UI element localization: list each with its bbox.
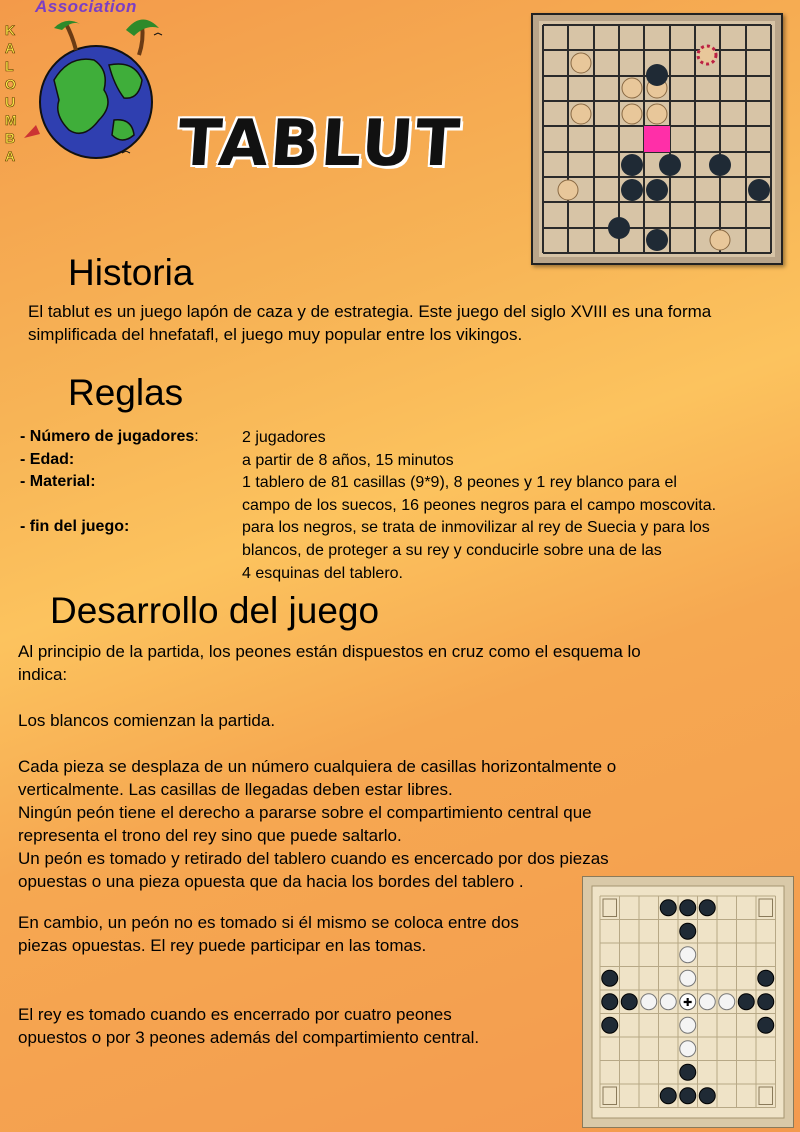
light-pawn [660,994,676,1010]
rule-label-players: - Número de jugadores: [20,428,199,445]
rule-value-players: 2 jugadores [242,429,326,446]
dark-pawn [699,900,715,916]
starting-position-diagram [582,876,794,1128]
light-pawn [699,994,715,1010]
desarrollo-p5: El rey es tomado cuando es encerrado por cuatro peones opuestos o por 3 peones además del compartimiento central. [18,1005,480,1047]
light-pawn [680,1041,696,1057]
dark-pawn [680,1064,696,1080]
historia-text: El tablut es un juego lapón de caza y de estrategia. Este juego del siglo XVIII es una forma simplificada del hnefatafl, el juego muy popular entre los vikingos. [28,302,712,344]
logo-letter: B [5,130,16,146]
logo-letter: A [5,40,16,56]
globe-logo-icon [14,10,164,160]
rule-value-end: para los negros, se trata de inmovilizar al rey de Suecia y para los blancos, de proteger a su rey y conducirle sobre una de las 4 esquinas del tablero. [242,519,710,582]
dark-pawn [621,994,637,1010]
dark-pawn [602,1017,618,1033]
light-pawn [719,994,735,1010]
desarrollo-p1: Al principio de la partida, los peones están dispuestos en cruz como el esquema lo indica: [18,642,641,684]
logo-letter: U [5,94,16,110]
reglas-heading: Reglas [68,372,184,413]
association-title: Association [35,0,137,16]
light-pawn [680,970,696,986]
logo-letter: M [5,112,17,128]
dark-pawn [738,994,754,1010]
desarrollo-p3: Cada pieza se desplaza de un número cualquiera de casillas horizontalmente o verticalmente. Las casillas de llegadas deben estar libres. Ningún peón tiene el derecho a pararse sobre el compartimiento central que representa el trono del rey sino que puede saltarlo. Un peón es tomado y retirado del tablero cuando es encercado por dos piezas opuestas o una pieza opuesta que da hacia los bordes del tablero . [18,757,617,891]
king-cross-icon: ✚ [683,995,693,1009]
dark-pawn [758,970,774,986]
light-pawn [680,947,696,963]
light-pawn [680,1017,696,1033]
dark-pawn [758,1017,774,1033]
dark-pawn [758,994,774,1010]
rule-value-material: 1 tablero de 81 casillas (9*9), 8 peones y 1 rey blanco para el campo de los suecos, 16 peones negros para el campo moscovita. [242,474,717,514]
dark-pawn [660,900,676,916]
historia-heading: Historia [68,252,194,293]
dark-pawn [699,1088,715,1104]
board-photo-image [531,13,783,265]
light-pawn [641,994,657,1010]
logo-letter: A [5,148,16,164]
logo-letter: L [5,58,14,74]
dark-pawn [680,1088,696,1104]
dark-pawn [660,1088,676,1104]
dark-pawn [602,994,618,1010]
rule-label-age: - Edad: [20,451,75,468]
rule-label-end: - fin del juego: [20,518,130,535]
desarrollo-p4: En cambio, un peón no es tomado si él mismo se coloca entre dos piezas opuestas. El rey puede participar en las tomas. [18,913,519,955]
rule-value-age: a partir de 8 años, 15 minutos [242,452,454,469]
dark-pawn [680,900,696,916]
logo-letter: K [5,22,16,38]
rule-label-material: - Material: [20,473,96,490]
page-title: TABLUT [175,107,464,181]
desarrollo-heading: Desarrollo del juego [50,590,380,631]
dark-pawn [602,970,618,986]
desarrollo-p2: Los blancos comienzan la partida. [18,711,276,730]
dark-pawn [680,923,696,939]
logo-letter: O [5,76,16,92]
